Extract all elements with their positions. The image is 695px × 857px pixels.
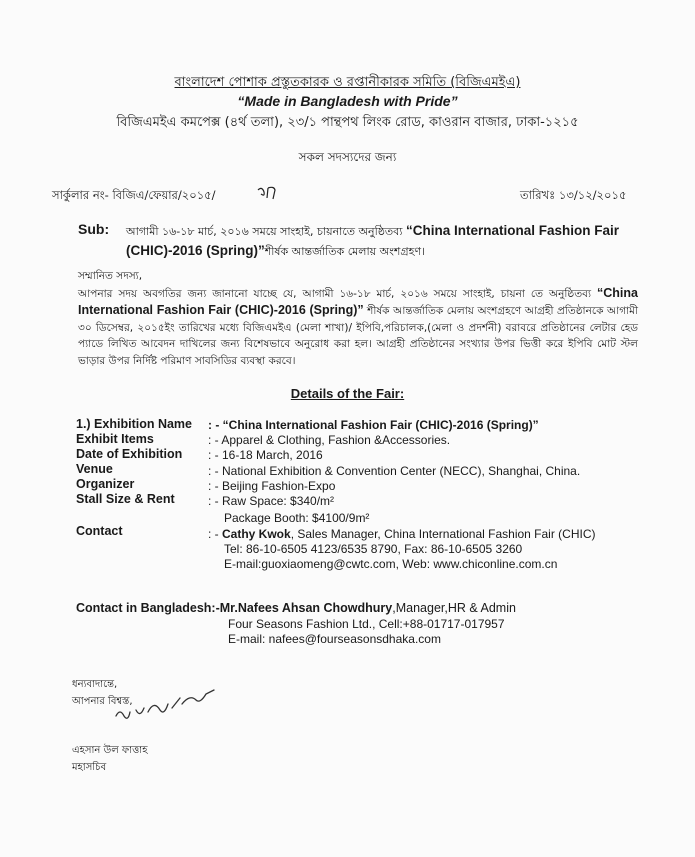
details-heading: Details of the Fair:	[290, 386, 405, 401]
contact-role: , Sales Manager, China International Fashion Fair (CHIC)	[290, 527, 596, 541]
signatory-name: এহসান উল ফাত্তাহ	[72, 745, 148, 756]
circular-date: তারিখঃ ১৩/১২/২০১৫	[520, 188, 627, 202]
detail-value-contact	[208, 527, 596, 541]
letter-body	[78, 268, 638, 369]
detail-value-stall-size: : - Raw Space: $340/m²	[208, 494, 335, 508]
slogan: “Made in Bangladesh with Pride”	[237, 93, 458, 109]
body-paragraph	[78, 285, 638, 370]
detail-label-organizer: Organizer	[76, 477, 135, 491]
detail-label-exhibit-items: Exhibit Items	[76, 432, 154, 446]
bangladesh-contact-name: -Mr.Nafees Ahsan Chowdhury	[215, 601, 393, 615]
bangladesh-contact-email: E-mail: nafees@fourseasonsdhaka.com	[228, 632, 441, 646]
closing-thanks: ধন্যবাদান্তে,	[72, 679, 118, 690]
addressee-line: সকল সদস্যদের জন্য	[298, 150, 397, 164]
circular-number: সার্কুলার নং- বিজিএ/ফেয়ার/২০১৫/	[52, 188, 216, 202]
contact-name: Cathy Kwok	[222, 527, 291, 541]
detail-label-stall-size: Stall Size & Rent	[76, 492, 175, 506]
bangladesh-contact-label: Contact in Bangladesh:	[76, 601, 216, 615]
detail-value-date: : - 16-18 March, 2016	[208, 448, 323, 462]
contact-prefix: : -	[208, 527, 222, 541]
body-text-post: শীর্ষক আন্তর্জাতিক মেলায় অংশগ্রহণে আগ্রহী প্রতিষ্ঠানকে আগামী ৩০ ডিসেম্বর, ২০১৫ইং তারিখের মধ্যে বিজিএমইএ (মেলা শাখা)/ ইপিবি,পরিচালক,(মেলা ও প্রদর্শনী) বরাবরে প্রতিষ্ঠানের লেটার হেড প্যাডে লিখিত আবেদন দাখিলের জন্য বিশেষভাবে অনুরোধ করা হল। আগ্রহী প্রতিষ্ঠানের সংখ্যার উপর ভিত্তী করে ইপিবি মোট স্টল ভাড়ার উপর নির্দিষ্ট পরিমাণ সাবসিডির ব্যবস্থা করবে।	[78, 305, 638, 367]
handwritten-signature	[110, 686, 230, 726]
detail-label-exhibition-name: 1.) Exhibition Name	[76, 417, 192, 431]
organization-address: বিজিএমইএ কমপেক্স (৪র্থ তলা), ২৩/১ পান্থপথ লিংক রোড, কাওরান বাজার, ঢাকা-১২১৫	[116, 115, 579, 130]
closing-yours: আপনার বিশ্বস্ত,	[72, 696, 133, 707]
subject-event-name: “China International Fashion Fair (CHIC)-2016 (Spring)”	[126, 223, 620, 258]
subject-label: Sub:	[78, 221, 110, 237]
contact-email-web: E-mail:guoxiaomeng@cwtc.com, Web: www.chiconline.com.cn	[224, 557, 558, 571]
subject-text-post: শীর্ষক আন্তর্জাতিক মেলায় অংশগ্রহণ।	[264, 245, 426, 258]
bangladesh-contact-line	[76, 601, 516, 615]
detail-label-venue: Venue	[76, 462, 113, 476]
contact-phone-fax: Tel: 86-10-6505 4123/6535 8790, Fax: 86-10-6505 3260	[224, 542, 523, 556]
detail-label-date: Date of Exhibition	[76, 447, 183, 461]
bangladesh-contact-company: Four Seasons Fashion Ltd., Cell:+88-01717-017957	[228, 617, 505, 631]
detail-value-package-booth: Package Booth: $4100/9m²	[224, 511, 370, 525]
organization-name: বাংলাদেশ পোশাক প্রস্তুতকারক ও রপ্তানীকারক সমিতি (বিজিএমইএ)	[174, 75, 521, 90]
bangladesh-contact-role: ,Manager,HR & Admin	[392, 601, 516, 615]
detail-value-organizer: : - Beijing Fashion-Expo	[208, 479, 336, 493]
salutation: সম্মানিত সদস্য,	[78, 270, 143, 282]
subject-text	[126, 221, 636, 261]
body-text-pre: আপনার সদয় অবগতির জন্য জানানো যাচ্ছে যে, আগামী ১৬-১৮ মার্চ, ২০১৬ সময়ে সাংহাই, চায়না তে অনুষ্ঠিতব্য	[78, 287, 598, 300]
detail-value-exhibition-name: : - “China International Fashion Fair (CHIC)-2016 (Spring)”	[208, 418, 539, 432]
body-event-name: “China International Fashion Fair (CHIC)-2016 (Spring)”	[78, 285, 638, 317]
handwritten-number-mark	[256, 184, 278, 200]
detail-value-exhibit-items: : - Apparel & Clothing, Fashion &Accessories.	[208, 433, 451, 447]
detail-label-contact: Contact	[76, 524, 123, 538]
subject-text-pre: আগামী ১৬-১৮ মার্চ, ২০১৬ সময়ে সাংহাই, চায়নাতে অনুষ্ঠিতব্য	[126, 225, 406, 238]
signatory-title: মহাসচিব	[72, 762, 107, 773]
detail-value-venue: : - National Exhibition & Convention Center (NECC), Shanghai, China.	[208, 464, 581, 478]
